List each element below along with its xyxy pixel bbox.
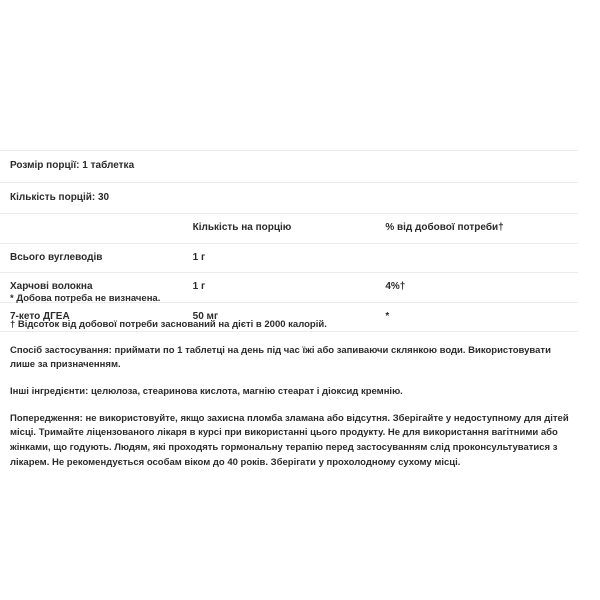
table-row	[0, 243, 578, 273]
nutrient-amount: 1 г	[192, 251, 206, 263]
nutrient-name: Харчові волокна	[10, 281, 93, 292]
footnote-asterisk: * Добова потреба не визначена.	[10, 293, 161, 304]
table-row-serving-size	[0, 151, 578, 183]
serving-size-label: Розмір порції: 1 таблетка	[10, 160, 135, 171]
column-header-amount-per-serving: Кількість на порцію	[192, 222, 292, 233]
nutrient-amount: 50 мг	[192, 310, 219, 322]
notes-section	[10, 292, 578, 471]
table-row-servings-count	[0, 182, 578, 214]
nutrient-name: Всього вуглеводів	[10, 251, 103, 263]
nutrient-name: 7-кето ДГЕА	[10, 310, 70, 322]
other-ingredients-text: Інші інгредієнти: целюлоза, стеаринова кислота, магнію стеарат і діоксид кремнію.	[10, 385, 403, 397]
column-header-percent-daily-value: % від добової потреби†	[385, 222, 504, 233]
directions-text: Спосіб застосування: приймати по 1 таблетці на день під час їжі або запиваючи склянкою води. Використовувати лише за призначенням.	[10, 344, 551, 371]
nutrient-daily-value: 4%†	[385, 281, 406, 292]
nutrient-amount: 1 г	[192, 281, 206, 292]
column-header-nutrient	[0, 214, 193, 244]
footnote-dagger: † Відсоток від добової потреби заснований на дієті в 2000 калорій.	[10, 318, 327, 330]
table-header-row	[0, 214, 578, 244]
warning-text: Попередження: не використовуйте, якщо захисна пломба зламана або відсутня. Зберігайте у недоступному для дітей місці. Тримайте ліцензованого лікаря в курсі при використанні цього продукту. Не для використання вагітними або жінками, що годують. Людям, які проходять гормональну терапію перед застосуванням слід проконсультуватися з лікарем. Не рекомендується особам віком до 40 років. Зберігати у прохолодному сухому місці.	[10, 412, 569, 468]
nutrient-daily-value: *	[385, 310, 390, 322]
servings-per-container-label: Кількість порцій: 30	[10, 191, 110, 203]
nutrient-daily-value	[385, 243, 578, 273]
